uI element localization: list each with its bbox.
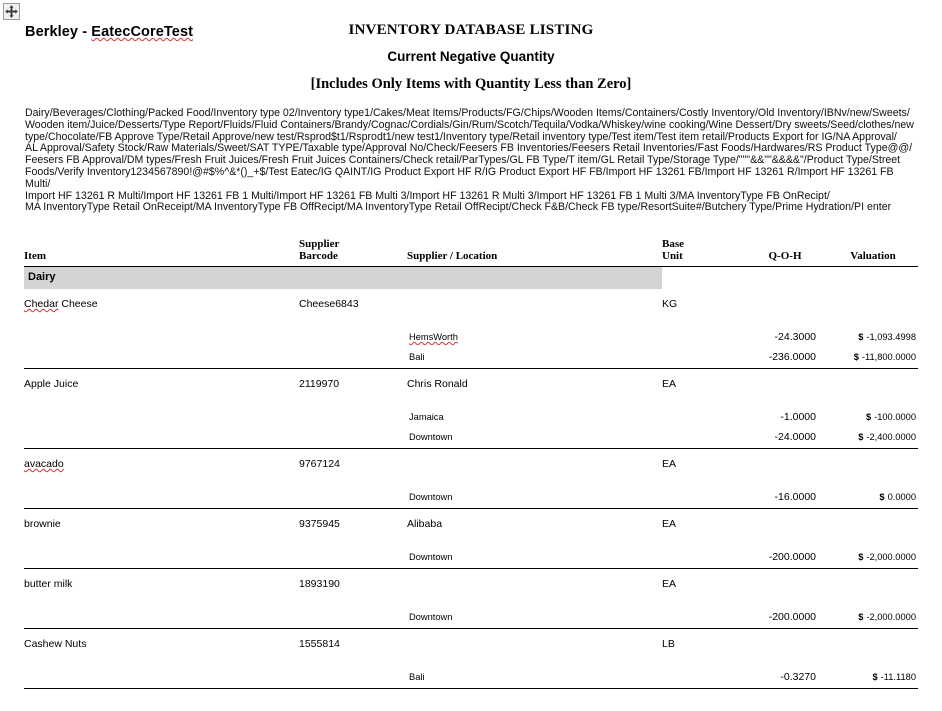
- cell-item: [24, 667, 299, 687]
- row-spacer: [24, 473, 918, 487]
- row-spacer-cell: [24, 653, 918, 667]
- column-header-item: Item: [24, 238, 299, 267]
- cell-item: [24, 449, 299, 474]
- column-header-base-unit: [662, 238, 742, 267]
- filter-path-line: AL Approval/Safety Stock/Raw Materials/Sweet/SAT TYPE/Taxable type/Approval No/Check/Feesers FB Inventories/Feesers Retail Inventories/Fast Foods/Hardwares/RS Product Type@@/: [25, 142, 913, 155]
- currency-symbol: $: [879, 492, 885, 502]
- cell-supplier-barcode: 1555814: [299, 638, 340, 650]
- currency-symbol: $: [858, 612, 864, 622]
- cell-item: [24, 487, 299, 507]
- table-row: [24, 449, 918, 474]
- cell-item: Apple Juice: [24, 378, 79, 390]
- filter-path-line: Foods/Verify Inventory1234567890!@#$%^&*()_+$/Test Eatec/IG QAINT/IG Product Export HF R/IG Product Export HF FB/Import HF 13261 FB/Import HF 13261 R/Import HF 13261 FB Multi/: [25, 165, 894, 190]
- location-row: [24, 407, 918, 427]
- cell-valuation: [828, 289, 918, 313]
- cell-qoh: -200.0000: [768, 611, 816, 623]
- currency-symbol: $: [872, 672, 878, 682]
- row-spacer-cell: [24, 533, 918, 547]
- row-spacer: [24, 313, 918, 327]
- cell-qoh: -24.0000: [774, 431, 816, 443]
- cell-item: Cashew Nuts: [24, 638, 87, 650]
- cell-base-unit: [662, 667, 742, 687]
- cell-location: Downtown: [409, 492, 453, 502]
- row-spacer-cell: [24, 393, 918, 407]
- row-spacer-cell: [24, 593, 918, 607]
- column-header-qoh: Q-O-H: [742, 238, 828, 267]
- cell-qoh: [742, 289, 828, 313]
- currency-symbol: $: [865, 412, 872, 422]
- cell-qoh: -16.0000: [774, 491, 816, 503]
- cell-qoh: -24.3000: [774, 331, 816, 343]
- cell-location: [407, 327, 662, 347]
- cell-item: [24, 327, 299, 347]
- cell-valuation: [828, 449, 918, 474]
- cell-base-unit: [662, 547, 742, 567]
- cell-qoh: [742, 629, 828, 654]
- filter-path-line: Wooden item/Juice/Desserts/Type Report/Fluids/Fluid Containers/Brandy/Cognac/Cordials/Gin/Rum/Scotch/Tequila/Vodka/Whiskey/wine cooking/Wine Dessert/Dry sweets/Seed/clothes/new: [25, 118, 914, 131]
- cell-supplier-barcode: 9375945: [299, 518, 340, 530]
- table-header: [24, 238, 918, 267]
- report-subtitle: Current Negative Quantity: [387, 49, 555, 64]
- cell-valuation: $ -11,800.0000: [853, 352, 916, 362]
- company-prefix: Berkley -: [25, 24, 92, 40]
- column-header-supplier-location: Supplier / Location: [407, 238, 662, 267]
- misspelled-text: Chedar: [24, 298, 59, 310]
- cell-supplier: [407, 289, 662, 313]
- row-spacer: [24, 653, 918, 667]
- row-divider: [24, 687, 918, 689]
- cell-qoh: -1.0000: [780, 411, 816, 423]
- row-spacer: [24, 393, 918, 407]
- cell-supplier-barcode: [299, 407, 407, 427]
- inventory-table-container: [24, 238, 918, 689]
- cell-base-unit: EA: [662, 578, 677, 590]
- cell-item: [24, 407, 299, 427]
- row-divider-line: [24, 687, 918, 689]
- cell-item: butter milk: [24, 578, 73, 590]
- cell-supplier: [407, 569, 662, 594]
- cell-base-unit: [662, 327, 742, 347]
- currency-symbol: $: [853, 352, 859, 362]
- company-name: EatecCoreTest: [91, 24, 194, 40]
- cell-location: Bali: [409, 352, 425, 362]
- cell-supplier-barcode: 2119970: [299, 378, 340, 390]
- cell-base-unit: [662, 607, 742, 627]
- cell-supplier: Alibaba: [407, 518, 443, 530]
- cell-qoh: [742, 449, 828, 474]
- group-header-filler: [662, 267, 918, 290]
- cell-location: Downtown: [409, 612, 453, 622]
- cell-valuation: $ -2,400.0000: [858, 432, 916, 442]
- filter-path-line: MA InventoryType Retail OnReceipt/MA InventoryType FB OffRecipt/MA InventoryType Retail OffRecipt/Check F&B/Check FB type/ResortSuite#/Butchery Type/Prime Hydration/PI enter: [25, 201, 892, 214]
- group-header-label: Dairy: [24, 267, 662, 290]
- column-header-supplier-barcode: [299, 238, 407, 267]
- cell-supplier-barcode: [299, 427, 407, 447]
- cell-base-unit: EA: [662, 458, 677, 470]
- cell-supplier-barcode: [299, 347, 407, 367]
- cell-qoh: [742, 569, 828, 594]
- cell-location: Downtown: [409, 432, 453, 442]
- cell-supplier-barcode: [299, 667, 407, 687]
- cell-supplier-barcode: [299, 327, 407, 347]
- cell-base-unit: LB: [662, 638, 675, 650]
- misspelled-text: HemsWorth: [409, 332, 458, 342]
- table-row: [24, 629, 918, 654]
- cell-base-unit: [662, 427, 742, 447]
- page-title: INVENTORY DATABASE LISTING: [348, 22, 594, 38]
- cell-item: brownie: [24, 518, 61, 530]
- cell-qoh: [742, 369, 828, 394]
- column-header-line2: Unit: [662, 250, 683, 262]
- table-body: [24, 267, 918, 689]
- cell-base-unit: [662, 487, 742, 507]
- cell-base-unit: KG: [662, 298, 678, 310]
- cell-supplier-barcode: Cheese6843: [299, 298, 359, 310]
- cell-valuation: $ -11.1180: [872, 672, 916, 682]
- location-row: [24, 347, 918, 367]
- row-spacer: [24, 533, 918, 547]
- cell-item: [24, 547, 299, 567]
- filter-path-line: Import HF 13261 R Multi/Import HF 13261 FB 1 Multi/Import HF 13261 FB Multi 3/Import HF 13261 R Multi 3/Import HF 13261 FB 1 Multi 3/MA InventoryType FB OnRecipt/: [25, 189, 830, 202]
- table-row: [24, 569, 918, 594]
- currency-symbol: $: [858, 432, 864, 442]
- cell-base-unit: [662, 347, 742, 367]
- column-header-line1: Supplier: [299, 238, 340, 250]
- cell-valuation: [828, 569, 918, 594]
- cell-base-unit: EA: [662, 518, 677, 530]
- document-header: [0, 0, 942, 92]
- cell-base-unit: [662, 407, 742, 427]
- location-row: [24, 327, 918, 347]
- row-spacer: [24, 593, 918, 607]
- currency-symbol: $: [858, 552, 864, 562]
- misspelled-text: avacado: [24, 458, 64, 470]
- table-row: [24, 509, 918, 534]
- cell-supplier-barcode: [299, 547, 407, 567]
- cell-supplier: Chris Ronald: [407, 378, 468, 390]
- table-row: [24, 289, 918, 313]
- filter-path-line: type/Chocolate/FB Approve Type/Retail Approve/new test/Rsprod$t1/Rsprodt1/new test1/Inventory type/Retail inventory type/Test item/Test item retail/Products Export for IG/NA Approval/: [25, 130, 897, 143]
- report-titles: [0, 22, 942, 93]
- cell-base-unit: EA: [662, 378, 677, 390]
- cell-supplier-barcode: 9767124: [299, 458, 340, 470]
- table-row: [24, 369, 918, 394]
- cell-qoh: -236.0000: [768, 351, 816, 363]
- filter-path-line: Dairy/Beverages/Clothing/Packed Food/Inventory type 02/Inventory type1/Cakes/Meat Items/Products/FG/Chips/Wooden Items/Containers/Costly Inventory/Old Inventory/IBNv/new/Sweets/: [25, 108, 910, 119]
- cell-supplier-barcode: 1893190: [299, 578, 340, 590]
- cell-supplier: [407, 629, 662, 654]
- cell-item: [24, 607, 299, 627]
- location-row: [24, 607, 918, 627]
- cell-item: [24, 347, 299, 367]
- location-row: [24, 667, 918, 687]
- cell-location: Jamaica: [409, 412, 444, 422]
- column-header-line1: Base: [662, 238, 684, 250]
- cell-valuation: [828, 629, 918, 654]
- cell-location: Downtown: [409, 552, 453, 562]
- cell-valuation: [828, 509, 918, 534]
- cell-valuation: $ -100.0000: [865, 412, 916, 422]
- column-header-line2: Barcode: [299, 250, 338, 262]
- cell-supplier-barcode: [299, 487, 407, 507]
- cell-supplier-barcode: [299, 607, 407, 627]
- cell-valuation: $ -1,093.4998: [858, 332, 916, 342]
- location-row: [24, 547, 918, 567]
- cell-item: [24, 427, 299, 447]
- cell-qoh: -0.3270: [780, 671, 816, 683]
- currency-symbol: $: [858, 332, 864, 342]
- table-header-row: [24, 238, 918, 267]
- cell-location: Bali: [409, 672, 425, 682]
- location-row: [24, 427, 918, 447]
- column-header-valuation: Valuation: [828, 238, 918, 267]
- report-note: [Includes Only Items with Quantity Less than Zero]: [310, 76, 632, 92]
- cell-valuation: [828, 369, 918, 394]
- cell-qoh: -200.0000: [768, 551, 816, 563]
- cell-supplier: [407, 449, 662, 474]
- cell-valuation: $ 0.0000: [879, 492, 916, 502]
- cell-item: Chedar Cheese: [24, 298, 98, 310]
- location-row: [24, 487, 918, 507]
- cell-qoh: [742, 509, 828, 534]
- cell-valuation: $ -2,000.0000: [858, 612, 916, 622]
- filter-path-line: Feesers FB Approval/DM types/Fresh Fruit Juices/Fresh Fruit Juices Containers/Check retail/ParTypes/GL FB Type/T item/GL Retail Type/Storage Type/"""&&""&&&&"/Product Type/Street: [25, 154, 901, 167]
- cell-valuation: $ -2,000.0000: [858, 552, 916, 562]
- group-header-row: [24, 267, 918, 290]
- filter-path-list: [25, 108, 920, 234]
- row-spacer-cell: [24, 313, 918, 327]
- row-spacer-cell: [24, 473, 918, 487]
- inventory-table: [24, 238, 918, 689]
